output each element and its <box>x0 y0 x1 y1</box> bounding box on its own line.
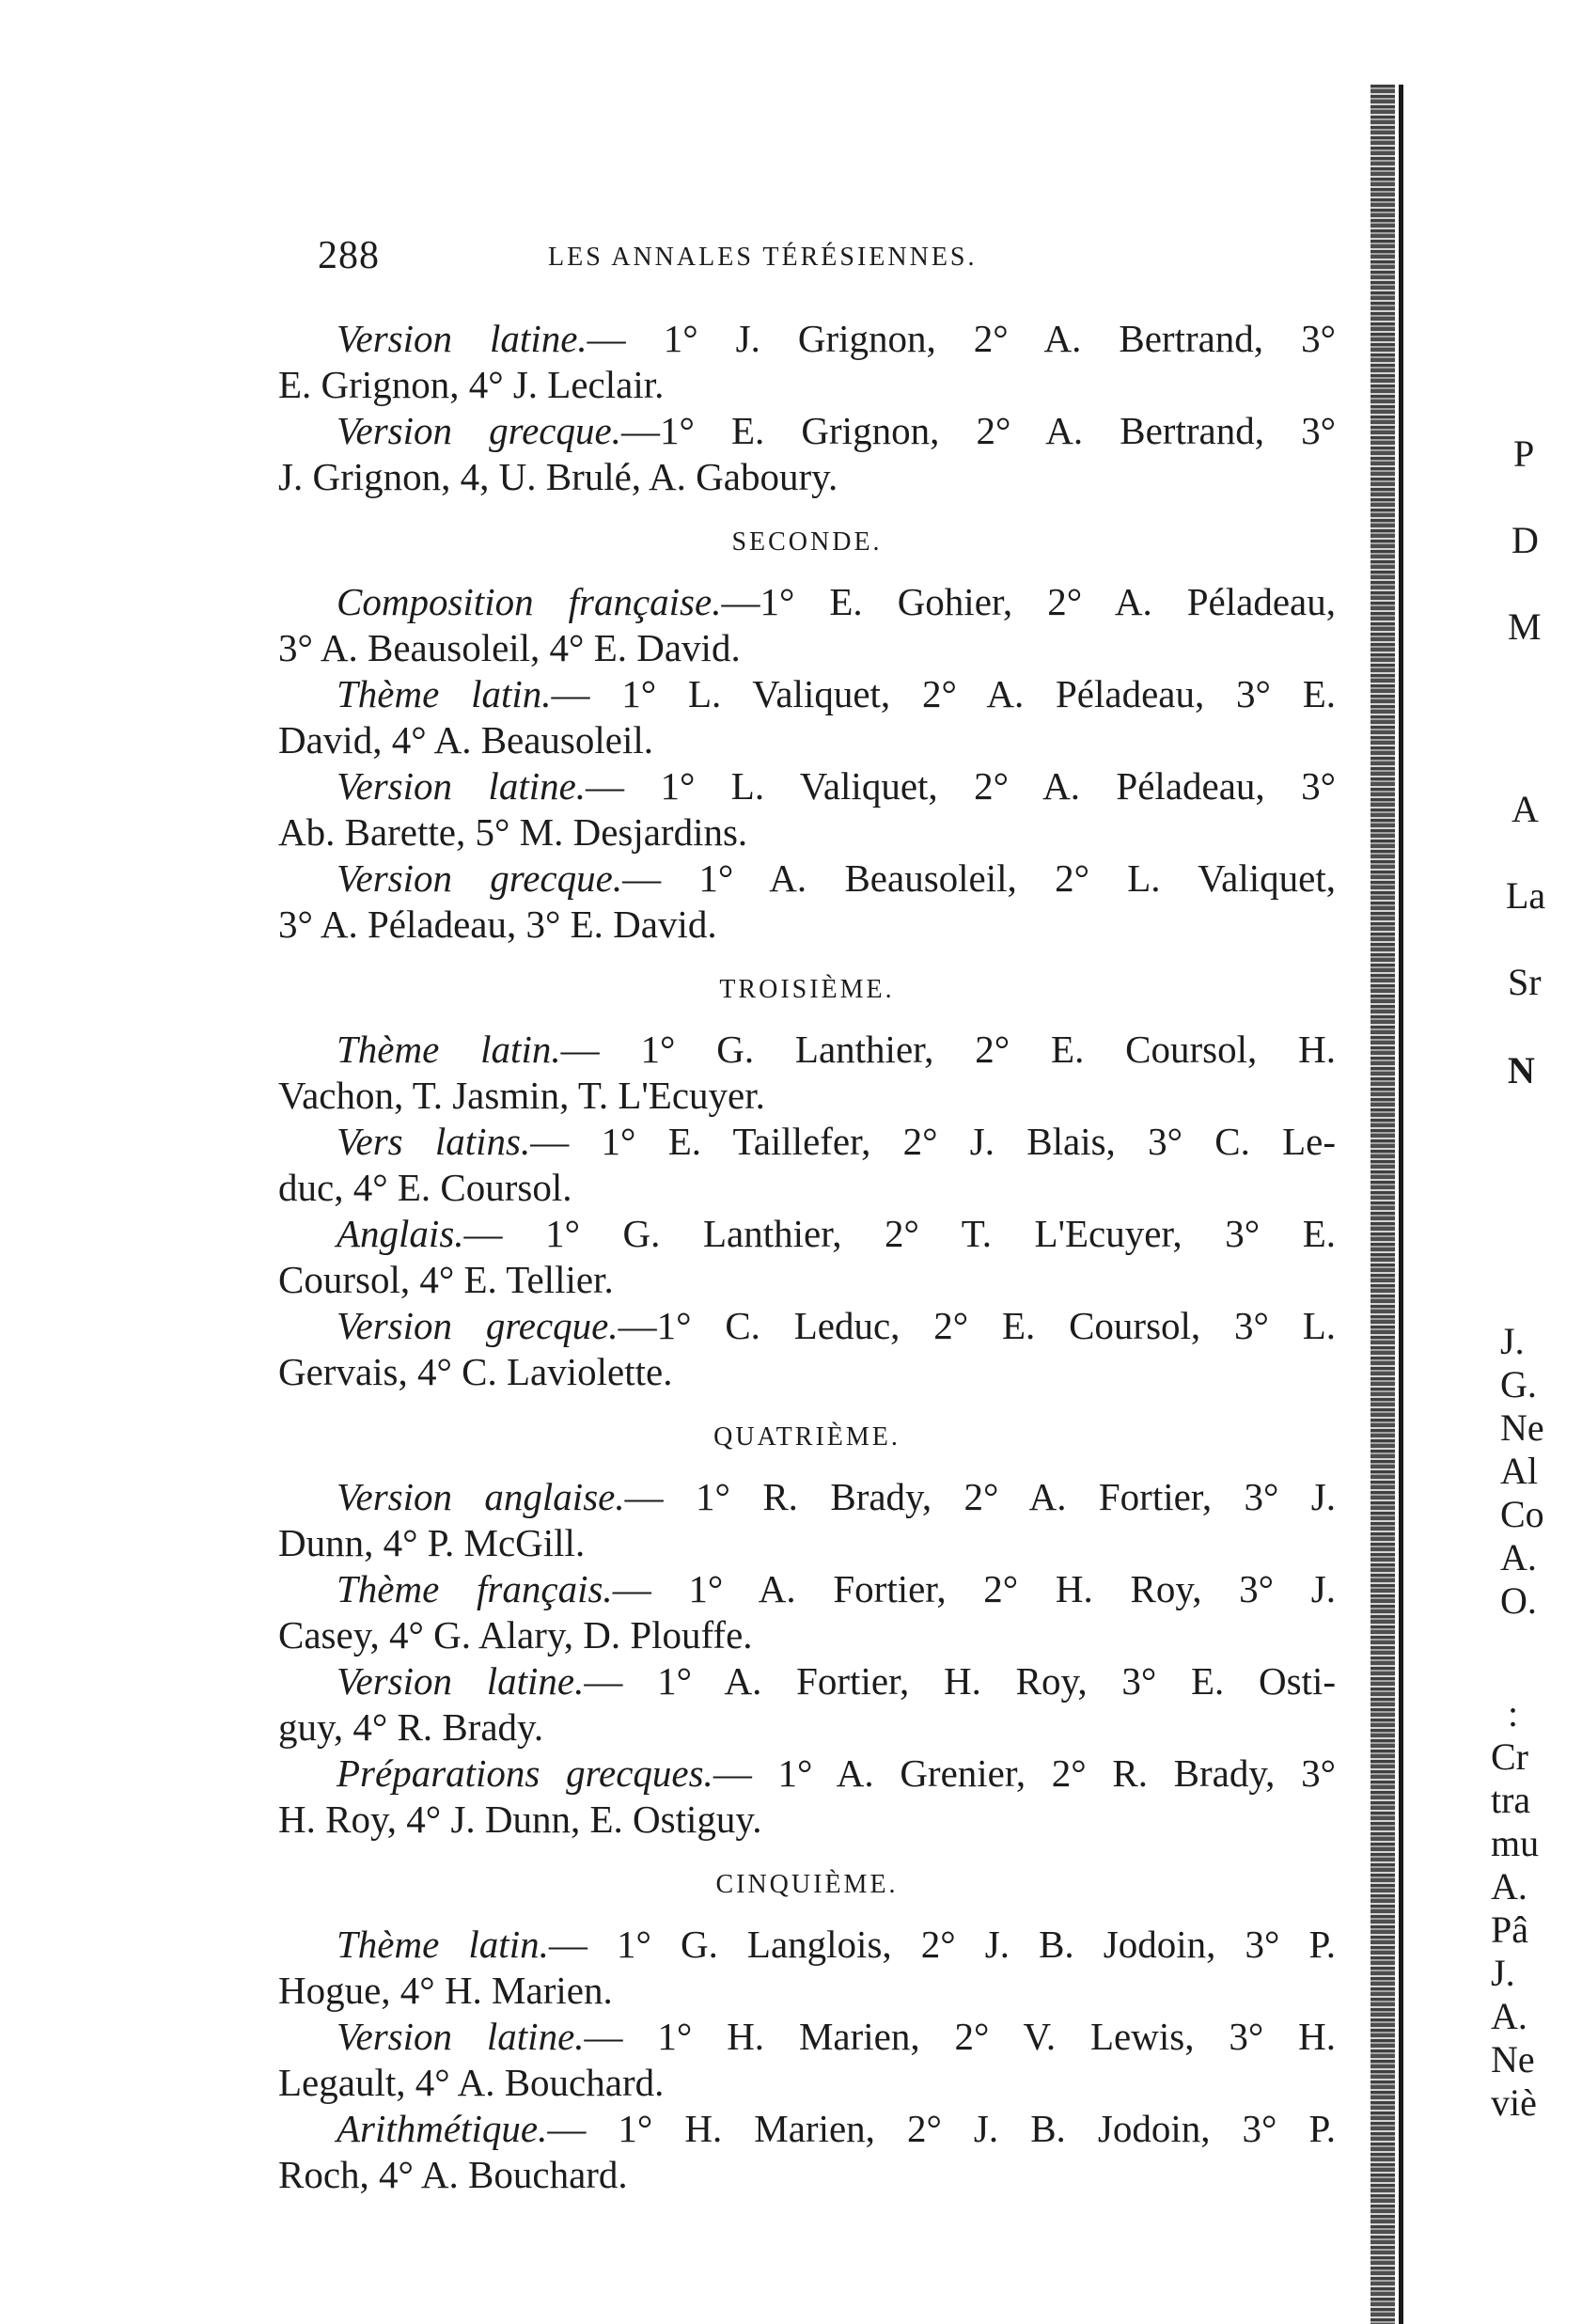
fragment-text: La <box>1506 874 1546 917</box>
entry-line: Legault, 4° A. Bouchard. <box>278 2061 665 2104</box>
entry-text: — 1° J. Grignon, 2° A. Bertrand, 3° <box>587 317 1336 360</box>
entry-text: — 1° G. Lanthier, 2° T. L'Ecuyer, 3° E. <box>463 1212 1336 1255</box>
fragment-text: Al <box>1500 1450 1538 1492</box>
entry-first-line <box>278 1303 1336 1349</box>
subject-name: Thème latin. <box>337 1923 549 1966</box>
entry-first-line <box>278 408 1336 454</box>
entry-text: — 1° L. Valiquet, 2° A. Péladeau, 3° <box>586 764 1336 808</box>
entry-text: — 1° A. Fortier, H. Roy, 3° E. Osti- <box>584 1659 1336 1703</box>
entry-line: David, 4° A. Beausoleil. <box>278 718 654 762</box>
entry-first-line <box>278 579 1336 625</box>
entry-first-line <box>278 1658 1336 1704</box>
gutter-shadow <box>1371 85 1395 2324</box>
entry-line: duc, 4° E. Coursol. <box>278 1166 572 1209</box>
subject-name: Composition française. <box>337 580 722 623</box>
running-title: LES ANNALES TÉRÉSIENNES. <box>548 243 978 272</box>
fragment-text: Pâ <box>1491 1908 1528 1951</box>
entry-text: — 1° L. Valiquet, 2° A. Péladeau, 3° E. <box>551 672 1336 715</box>
entry-first-line <box>278 2014 1336 2060</box>
fragment-text: G. <box>1500 1363 1537 1405</box>
subject-name: Version latine. <box>337 317 587 360</box>
entry-line: guy, 4° R. Brady. <box>278 1705 544 1749</box>
subject-name: Version anglaise. <box>337 1475 625 1518</box>
entry-first-line <box>278 2106 1336 2152</box>
fragment-text: Co <box>1500 1493 1544 1535</box>
subject-name: Version grecque. <box>337 1304 619 1347</box>
fragment-text: P <box>1513 432 1535 475</box>
entry-line: J. Grignon, 4, U. Brulé, A. Gaboury. <box>278 455 838 498</box>
entry-text: — 1° A. Beausoleil, 2° L. Valiquet, <box>622 856 1336 900</box>
entry-line: Vachon, T. Jasmin, T. L'Ecuyer. <box>278 1074 765 1117</box>
entry-first-line <box>278 316 1336 362</box>
fragment-text: A. <box>1491 1995 1527 2037</box>
entry-line: Dunn, 4° P. McGill. <box>278 1521 586 1564</box>
subject-name: Anglais. <box>337 1212 464 1255</box>
section-heading: CINQUIÈME. <box>715 1870 899 1899</box>
section-heading: SECONDE. <box>731 527 883 557</box>
fragment-text: J. <box>1491 1952 1515 1994</box>
fragment-text: A <box>1512 788 1539 830</box>
entry-text: — 1° A. Fortier, 2° H. Roy, 3° J. <box>612 1567 1337 1610</box>
subject-name: Version grecque. <box>337 856 623 900</box>
prize-list <box>278 316 1336 2198</box>
entry-line: Ab. Barette, 5° M. Desjardins. <box>278 810 748 854</box>
subject-name: Vers latins. <box>337 1120 531 1163</box>
entry-line: 3° A. Beausoleil, 4° E. David. <box>278 626 741 669</box>
entry-line: H. Roy, 4° J. Dunn, E. Ostiguy. <box>278 1798 762 1841</box>
adjacent-page-margin <box>1418 0 1582 2324</box>
subject-name: Préparations grecques. <box>337 1751 713 1795</box>
entry-text: — 1° G. Lanthier, 2° E. Coursol, H. <box>560 1028 1336 1071</box>
entry-line: Roch, 4° A. Bouchard. <box>278 2153 628 2196</box>
entry-first-line <box>278 1027 1336 1073</box>
page-number: 288 <box>318 234 380 277</box>
subject-name: Version latine. <box>337 764 587 808</box>
entry-first-line <box>278 671 1336 717</box>
entry-text: —1° C. Leduc, 2° E. Coursol, 3° L. <box>618 1304 1336 1347</box>
entry-line: Casey, 4° G. Alary, D. Plouffe. <box>278 1613 753 1657</box>
entry-text: — 1° G. Langlois, 2° J. B. Jodoin, 3° P. <box>548 1923 1336 1966</box>
entry-line: Gervais, 4° C. Laviolette. <box>278 1350 673 1393</box>
fragment-text: M <box>1508 605 1542 648</box>
entry-first-line <box>278 1474 1336 1520</box>
subject-name: Version grecque. <box>337 409 621 452</box>
entry-text: — 1° A. Grenier, 2° R. Brady, 3° <box>713 1751 1337 1795</box>
entry-first-line <box>278 1566 1336 1612</box>
subject-name: Thème latin. <box>337 1028 561 1071</box>
entry-first-line <box>278 1922 1336 1968</box>
section-heading: QUATRIÈME. <box>713 1422 901 1452</box>
fragment-text: : <box>1508 1692 1519 1735</box>
entry-line: E. Grignon, 4° J. Leclair. <box>278 363 665 406</box>
section-heading: TROISIÈME. <box>719 975 895 1004</box>
entry-text: —1° E. Gohier, 2° A. Péladeau, <box>721 580 1336 623</box>
entry-line: Coursol, 4° E. Tellier. <box>278 1258 614 1301</box>
entry-text: — 1° E. Taillefer, 2° J. Blais, 3° C. Le- <box>530 1120 1336 1163</box>
fragment-text: Cr <box>1491 1735 1528 1778</box>
fragment-text: tra <box>1491 1779 1531 1821</box>
fragment-text: Ne <box>1491 2038 1535 2081</box>
entry-text: —1° E. Grignon, 2° A. Bertrand, 3° <box>620 409 1336 452</box>
entry-line: Hogue, 4° H. Marien. <box>278 1969 613 2012</box>
binding-gutter <box>1357 85 1412 2324</box>
page-edge-line <box>1399 85 1403 2324</box>
fragment-text: A. <box>1491 1865 1527 1908</box>
entry-first-line <box>278 856 1336 902</box>
subject-name: Arithmétique. <box>337 2107 548 2150</box>
subject-name: Version latine. <box>337 2015 585 2058</box>
fragment-text: O. <box>1500 1579 1537 1622</box>
subject-name: Thème français. <box>337 1567 613 1610</box>
entry-text: — 1° H. Marien, 2° J. B. Jodoin, 3° P. <box>547 2107 1336 2150</box>
subject-name: Version latine. <box>337 1659 585 1703</box>
subject-name: Thème latin. <box>337 672 552 715</box>
fragment-text: A. <box>1500 1536 1537 1578</box>
fragment-text: J. <box>1500 1320 1525 1362</box>
entry-first-line <box>278 1119 1336 1165</box>
fragment-text: viè <box>1491 2081 1537 2124</box>
entry-text: — 1° H. Marien, 2° V. Lewis, 3° H. <box>584 2015 1336 2058</box>
page-header <box>318 233 1352 290</box>
entry-first-line <box>278 763 1336 809</box>
fragment-text: Ne <box>1500 1406 1544 1449</box>
fragment-text: D <box>1512 519 1539 561</box>
fragment-text: Sr <box>1508 961 1542 1003</box>
entry-text: — 1° R. Brady, 2° A. Fortier, 3° J. <box>624 1475 1336 1518</box>
entry-first-line <box>278 1211 1336 1257</box>
entry-first-line <box>278 1751 1336 1797</box>
entry-line: 3° A. Péladeau, 3° E. David. <box>278 903 717 946</box>
fragment-text: mu <box>1491 1822 1540 1864</box>
fragment-text: N <box>1508 1049 1535 1091</box>
